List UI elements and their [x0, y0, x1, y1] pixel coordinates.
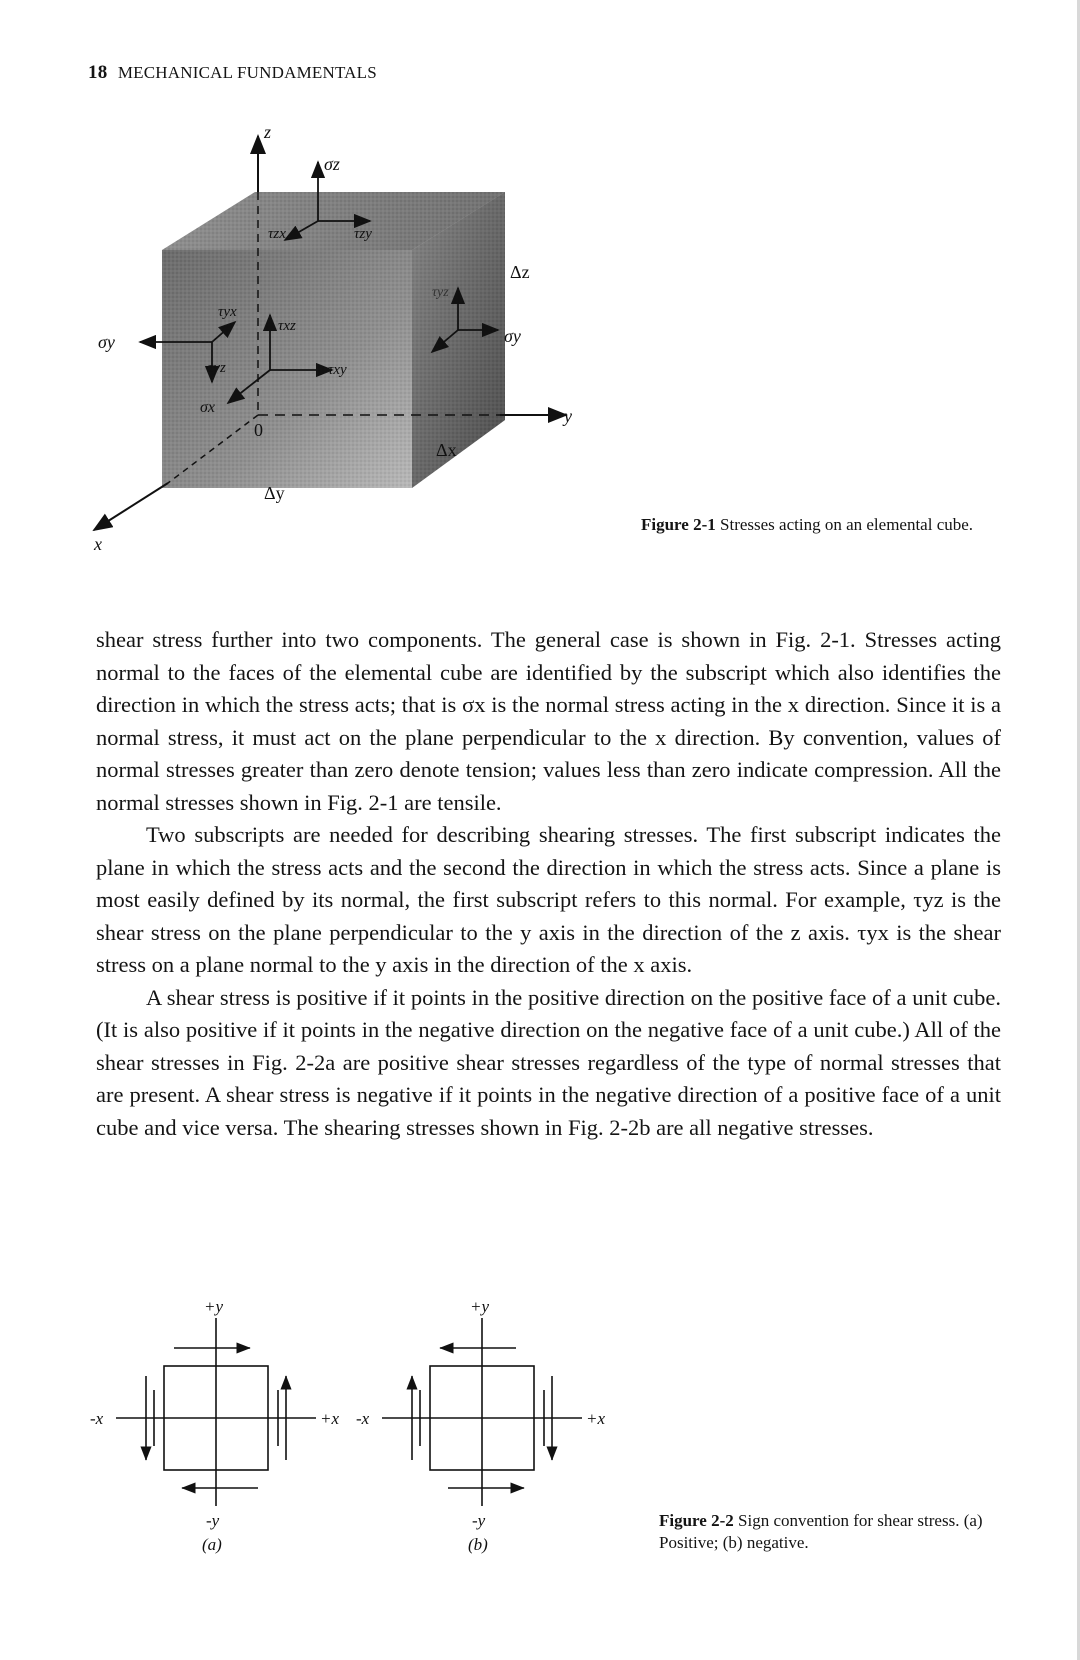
paragraph-2: Two subscripts are needed for describing shearing stresses. The first subscript indicates the plane in which the stress acts and the second the direction in which the stress acts. Since a plane is most easily defined by its normal, the first subscript refers to this normal. For example, τyz is the shear stress on the plane perpendicular to the y axis in the direction of the z axis. τyx is the shear stress on a plane normal to the y axis in the direction of the x axis.: [96, 822, 1001, 977]
paragraph-3: A shear stress is positive if it points in the positive direction on the positive face of a unit cube. (It is also positive if it points in the negative direction on the negative face of a unit cube.) All of the shear stresses in Fig. 2-2a are positive shear stresses regardless of the type of normal stresses that are present. A shear stress is negative if it points in the negative direction of a positive face of a unit cube and vice versa. The shearing stresses shown in Fig. 2-2b are all negative stresses.: [96, 984, 1001, 1140]
fig2b-sublabel: (b): [468, 1535, 488, 1554]
figure-2-1-cube-diagram: [80, 120, 620, 580]
z-axis-label: z: [264, 122, 272, 142]
fig2a-plus-y: +y: [204, 1297, 224, 1316]
fig2b-plus-y: +y: [470, 1297, 490, 1316]
sigma-y-right-label: σy: [504, 326, 521, 346]
origin-label: 0: [254, 420, 263, 440]
figure-2-1-caption-label: Figure 2-1: [641, 515, 716, 534]
figure-2-2a-positive: [116, 1318, 316, 1506]
fig2a-plus-x: +x: [320, 1409, 340, 1428]
sigma-y-left-label: σy: [98, 332, 115, 352]
figure-2-2-sign-convention-diagram: [80, 1296, 640, 1556]
running-title: MECHANICAL FUNDAMENTALS: [117, 63, 377, 82]
paragraph-1: shear stress further into two components. The general case is shown in Fig. 2-1. Stresses acting normal to the faces of the elemental cube are identified by the subscript which also identifies the direction in which the stress acts; that is σx is the normal stress acting in the x direction. Since it is a normal stress, it must act on the plane perpendicular to the x direction. By convention, values of normal stresses greater than zero denote tension; values less than zero indicate compression. All the normal stresses shown in Fig. 2-1 are tensile.: [96, 627, 1001, 815]
fig2a-sublabel: (a): [202, 1535, 222, 1554]
tau-yx-label: τyx: [218, 304, 237, 320]
fig2a-minus-y: -y: [206, 1511, 220, 1530]
tau-xy-label: τxy: [328, 362, 347, 378]
fig2a-minus-x: -x: [90, 1409, 104, 1428]
figure-2-2b-negative: [382, 1318, 582, 1506]
tau-xz-label: τxz: [278, 318, 296, 334]
figure-2-1-caption: [641, 514, 1001, 536]
delta-z-label: Δz: [510, 262, 530, 282]
figure-2-1-caption-text: Stresses acting on an elemental cube.: [720, 515, 974, 534]
x-axis: [94, 483, 168, 530]
fig2b-minus-x: -x: [356, 1409, 370, 1428]
sigma-x-label: σx: [200, 399, 215, 416]
tau-yz-label: τyz: [208, 360, 226, 376]
y-axis-label: y: [564, 406, 572, 426]
tau-zx-label: τzx: [268, 226, 286, 242]
body-text: [96, 624, 1001, 1144]
sigma-z-label: σz: [324, 154, 340, 174]
fig2b-plus-x: +x: [586, 1409, 606, 1428]
fig2b-minus-y: -y: [472, 1511, 486, 1530]
figure-2-2-caption-label: Figure 2-2: [659, 1511, 734, 1530]
delta-y-label: Δy: [264, 483, 285, 503]
x-axis-label: x: [94, 534, 102, 554]
page-header: [88, 62, 377, 84]
tau-zy-label: τzy: [354, 226, 372, 242]
figure-2-2-caption-text: Sign convention for shear stress. (a) Positive; (b) negative.: [659, 1511, 983, 1552]
delta-x-label: Δx: [436, 440, 457, 460]
page-number: 18: [88, 62, 108, 83]
figure-2-2-caption: [659, 1510, 1019, 1554]
tau-yz-right-label: τyz: [432, 285, 449, 300]
